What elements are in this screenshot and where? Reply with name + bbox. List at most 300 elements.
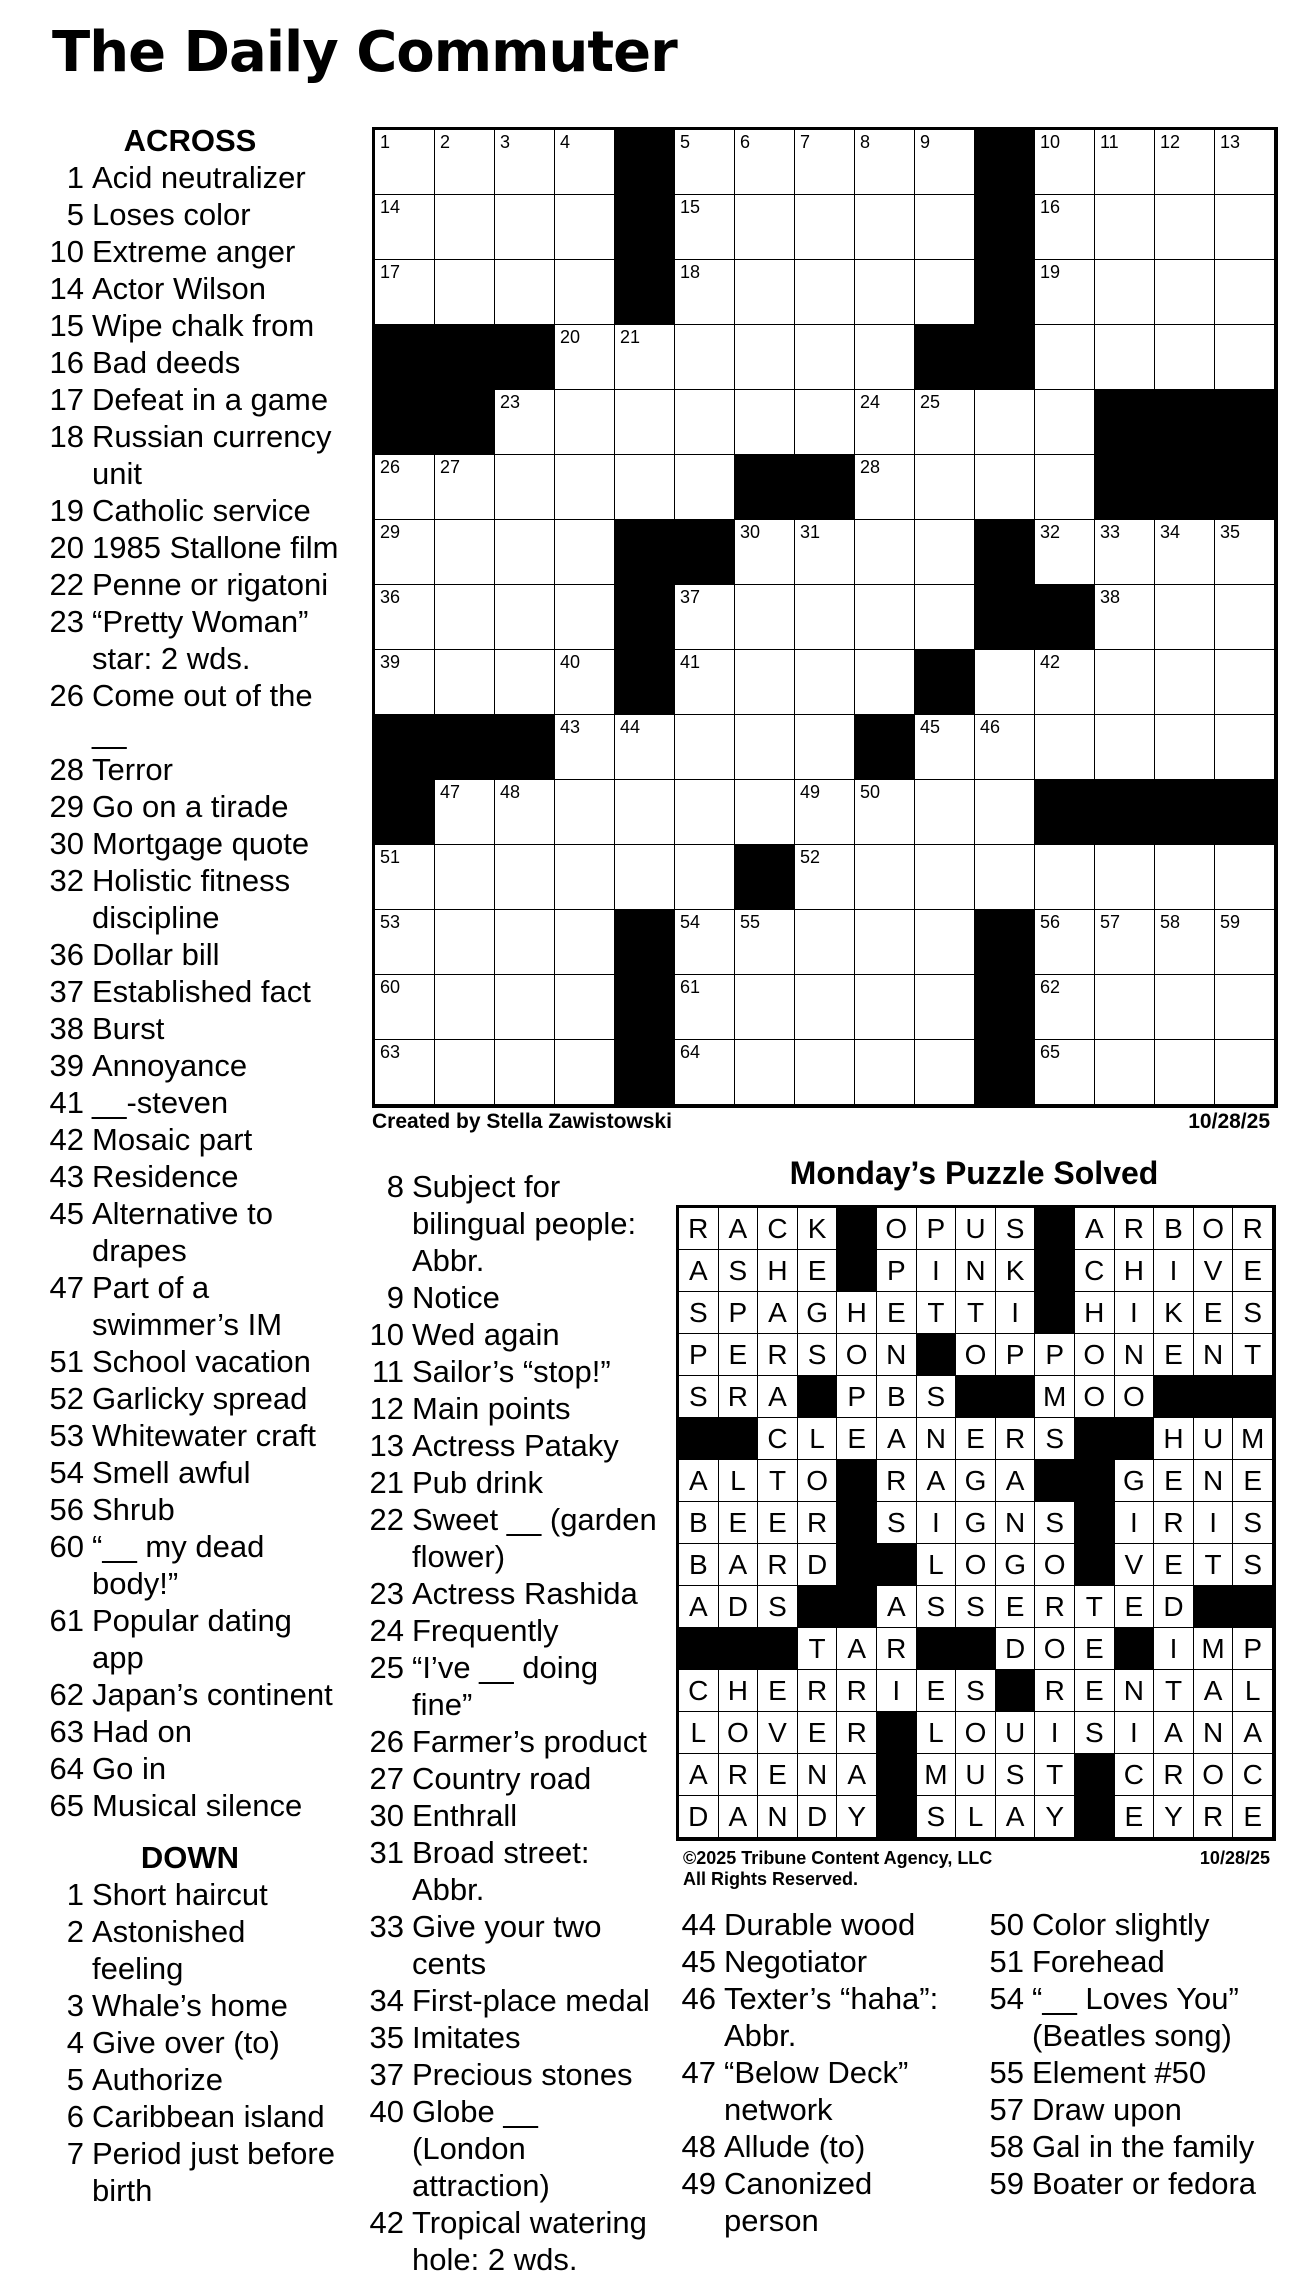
solution-cell: E [798, 1250, 838, 1292]
grid-cell[interactable] [555, 780, 615, 845]
grid-cell[interactable] [1155, 260, 1215, 325]
cell-number: 13 [1220, 132, 1241, 152]
grid-cell[interactable] [375, 650, 435, 715]
clue-down-col2-11 [360, 1353, 660, 1390]
grid-cell[interactable] [1155, 845, 1215, 910]
grid-cell[interactable] [795, 260, 855, 325]
grid-cell[interactable] [1215, 715, 1275, 780]
grid-cell[interactable] [975, 455, 1035, 520]
grid-cell[interactable] [495, 585, 555, 650]
grid-cell[interactable] [975, 650, 1035, 715]
grid-cell[interactable] [735, 975, 795, 1040]
clue-across-41 [40, 1084, 340, 1121]
grid-cell[interactable] [795, 325, 855, 390]
cell-number: 12 [1160, 132, 1181, 152]
solution-block [837, 1586, 877, 1628]
solution-cell: O [956, 1712, 996, 1754]
solution-cell: A [996, 1796, 1036, 1838]
clue-down-col3-44 [672, 1906, 962, 1943]
grid-cell[interactable] [735, 520, 795, 585]
solution-cell: A [1233, 1712, 1273, 1754]
grid-cell[interactable] [615, 780, 675, 845]
grid-cell[interactable] [555, 260, 615, 325]
grid-cell[interactable] [855, 390, 915, 455]
clue-number: 43 [49, 1159, 84, 1194]
grid-cell[interactable] [915, 455, 975, 520]
grid-cell[interactable] [735, 260, 795, 325]
grid-cell[interactable] [1215, 195, 1275, 260]
grid-cell[interactable] [735, 585, 795, 650]
grid-cell[interactable] [555, 715, 615, 780]
solution-block [877, 1754, 917, 1796]
grid-block [975, 1040, 1035, 1105]
solution-cell: N [758, 1796, 798, 1838]
grid-cell[interactable] [915, 1040, 975, 1105]
solution-cell: C [1075, 1250, 1115, 1292]
grid-cell[interactable] [735, 325, 795, 390]
grid-cell[interactable] [1035, 845, 1095, 910]
clue-number: 42 [369, 2205, 404, 2240]
solution-cell: N [956, 1250, 996, 1292]
grid-cell[interactable] [615, 845, 675, 910]
grid-cell[interactable] [375, 845, 435, 910]
grid-cell[interactable] [1035, 130, 1095, 195]
solution-cell: R [1035, 1586, 1075, 1628]
solution-cell: H [758, 1250, 798, 1292]
grid-cell[interactable] [675, 1040, 735, 1105]
grid-cell[interactable] [375, 585, 435, 650]
grid-cell[interactable] [915, 780, 975, 845]
grid-cell[interactable] [435, 260, 495, 325]
grid-cell[interactable] [915, 715, 975, 780]
grid-cell[interactable] [555, 650, 615, 715]
grid-cell[interactable] [375, 260, 435, 325]
grid-cell[interactable] [495, 845, 555, 910]
solution-cell: A [917, 1460, 957, 1502]
grid-cell[interactable] [375, 975, 435, 1040]
clue-text: Canonized person [724, 2166, 873, 2238]
clue-text: __-steven [92, 1085, 229, 1120]
grid-block [615, 585, 675, 650]
solution-cell: G [956, 1460, 996, 1502]
clue-number: 30 [49, 826, 84, 861]
solution-block [1035, 1250, 1075, 1292]
clue-number: 1 [66, 1877, 84, 1912]
grid-cell[interactable] [1215, 325, 1275, 390]
grid-cell[interactable] [915, 130, 975, 195]
grid-cell[interactable] [915, 195, 975, 260]
grid-cell[interactable] [975, 715, 1035, 780]
grid-cell[interactable] [855, 455, 915, 520]
grid-cell[interactable] [555, 845, 615, 910]
solution-cell: A [877, 1418, 917, 1460]
grid-cell[interactable] [375, 195, 435, 260]
grid-cell[interactable] [915, 260, 975, 325]
grid-cell[interactable] [675, 195, 735, 260]
grid-cell[interactable] [375, 520, 435, 585]
grid-cell[interactable] [735, 195, 795, 260]
across-clues [40, 122, 340, 2209]
grid-cell[interactable] [1155, 130, 1215, 195]
solution-cell: A [877, 1586, 917, 1628]
grid-cell[interactable] [1095, 260, 1155, 325]
grid-cell[interactable] [855, 845, 915, 910]
grid-block [435, 325, 495, 390]
grid-cell[interactable] [795, 130, 855, 195]
solution-block [996, 1670, 1036, 1712]
grid-cell[interactable] [375, 1040, 435, 1105]
solution-cell: L [956, 1796, 996, 1838]
grid-cell[interactable] [1155, 325, 1215, 390]
grid-cell[interactable] [615, 715, 675, 780]
solution-cell: R [719, 1754, 759, 1796]
grid-cell[interactable] [675, 260, 735, 325]
clue-text: Sweet __ (garden flower) [412, 1502, 657, 1574]
grid-cell[interactable] [795, 520, 855, 585]
solution-block [1233, 1376, 1273, 1418]
clue-down-col2-30 [360, 1797, 660, 1834]
clue-text: Burst [92, 1011, 165, 1046]
grid-cell[interactable] [1155, 910, 1215, 975]
grid-cell[interactable] [555, 585, 615, 650]
solution-cell: A [679, 1460, 719, 1502]
grid-cell[interactable] [495, 260, 555, 325]
grid-cell[interactable] [1035, 390, 1095, 455]
solution-block [719, 1628, 759, 1670]
grid-cell[interactable] [795, 650, 855, 715]
clue-number: 57 [989, 2092, 1024, 2127]
grid-cell[interactable] [795, 975, 855, 1040]
grid-cell[interactable] [1095, 845, 1155, 910]
grid-cell[interactable] [555, 520, 615, 585]
clue-text: Actress Rashida [412, 1576, 638, 1611]
solution-cell: L [917, 1712, 957, 1754]
solution-cell: Y [1154, 1796, 1194, 1838]
clue-text: Color slightly [1032, 1907, 1210, 1942]
grid-cell[interactable] [1215, 585, 1275, 650]
clue-down-col1-5 [40, 2061, 340, 2098]
grid-cell[interactable] [435, 130, 495, 195]
grid-block [615, 975, 675, 1040]
grid-cell[interactable] [1095, 325, 1155, 390]
cell-number: 52 [800, 847, 821, 867]
grid-cell[interactable] [1095, 520, 1155, 585]
clue-down-col2-25 [360, 1649, 660, 1723]
grid-cell[interactable] [915, 975, 975, 1040]
grid-cell[interactable] [795, 195, 855, 260]
grid-cell[interactable] [1095, 585, 1155, 650]
grid-block [495, 715, 555, 780]
grid-cell[interactable] [915, 520, 975, 585]
grid-cell[interactable] [1035, 455, 1095, 520]
solution-cell: L [917, 1544, 957, 1586]
grid-cell[interactable] [855, 130, 915, 195]
clue-text: “Pretty Woman” star: 2 wds. [92, 604, 309, 676]
grid-cell[interactable] [675, 910, 735, 975]
grid-cell[interactable] [1095, 1040, 1155, 1105]
grid-cell[interactable] [1035, 1040, 1095, 1105]
grid-cell[interactable] [555, 455, 615, 520]
across-clue-list [40, 159, 340, 1824]
solution-block [1035, 1460, 1075, 1502]
clue-across-47 [40, 1269, 340, 1343]
grid-cell[interactable] [1155, 520, 1215, 585]
grid-cell[interactable] [615, 390, 675, 455]
grid-cell[interactable] [1215, 260, 1275, 325]
grid-cell[interactable] [495, 130, 555, 195]
grid-cell[interactable] [555, 390, 615, 455]
clue-text: Extreme anger [92, 234, 296, 269]
grid-cell[interactable] [495, 650, 555, 715]
cell-number: 38 [1100, 587, 1121, 607]
grid-cell[interactable] [675, 975, 735, 1040]
grid-cell[interactable] [915, 390, 975, 455]
grid-cell[interactable] [1095, 715, 1155, 780]
grid-cell[interactable] [735, 1040, 795, 1105]
grid-cell[interactable] [975, 845, 1035, 910]
grid-cell[interactable] [1215, 130, 1275, 195]
grid-cell[interactable] [795, 910, 855, 975]
solution-cell: Y [837, 1796, 877, 1838]
grid-cell[interactable] [855, 585, 915, 650]
solution-block [877, 1712, 917, 1754]
clue-text: Period just before birth [92, 2136, 335, 2208]
solution-block [917, 1628, 957, 1670]
grid-cell[interactable] [555, 975, 615, 1040]
grid-cell[interactable] [1155, 975, 1215, 1040]
solution-cell: G [1115, 1460, 1155, 1502]
solution-cell: P [719, 1292, 759, 1334]
clue-across-22 [40, 566, 340, 603]
cell-number: 15 [680, 197, 701, 217]
solution-cell: S [917, 1376, 957, 1418]
grid-cell[interactable] [1215, 650, 1275, 715]
solution-cell: E [956, 1418, 996, 1460]
grid-cell[interactable] [1095, 975, 1155, 1040]
grid-cell[interactable] [1095, 910, 1155, 975]
solution-cell: E [719, 1334, 759, 1376]
grid-cell[interactable] [795, 585, 855, 650]
grid-cell[interactable] [1035, 325, 1095, 390]
grid-cell[interactable] [1035, 910, 1095, 975]
grid-cell[interactable] [675, 325, 735, 390]
solution-cell: I [1194, 1502, 1234, 1544]
clue-down-col4-50 [980, 1906, 1280, 1943]
grid-cell[interactable] [915, 910, 975, 975]
clue-text: Terror [92, 752, 173, 787]
clue-number: 25 [369, 1650, 404, 1685]
grid-cell[interactable] [855, 520, 915, 585]
grid-cell[interactable] [435, 780, 495, 845]
cell-number: 16 [1040, 197, 1061, 217]
clue-number: 54 [989, 1981, 1024, 2016]
grid-cell[interactable] [435, 195, 495, 260]
grid-cell[interactable] [495, 195, 555, 260]
grid-cell[interactable] [795, 845, 855, 910]
grid-cell[interactable] [1095, 650, 1155, 715]
grid-cell[interactable] [1155, 1040, 1215, 1105]
grid-cell[interactable] [555, 910, 615, 975]
clue-text: Acid neutralizer [92, 160, 306, 195]
clue-text: Main points [412, 1391, 571, 1426]
cell-number: 37 [680, 587, 701, 607]
clue-number: 44 [681, 1907, 716, 1942]
clue-down-col2-31 [360, 1834, 660, 1908]
cell-number: 33 [1100, 522, 1121, 542]
grid-cell[interactable] [495, 975, 555, 1040]
grid-cell[interactable] [1035, 195, 1095, 260]
grid-cell[interactable] [1035, 260, 1095, 325]
grid-cell[interactable] [555, 130, 615, 195]
grid-cell[interactable] [495, 520, 555, 585]
grid-cell[interactable] [915, 845, 975, 910]
grid-cell[interactable] [375, 130, 435, 195]
created-by: Created by Stella Zawistowski [372, 1110, 672, 1133]
grid-cell[interactable] [435, 455, 495, 520]
grid-cell[interactable] [1155, 650, 1215, 715]
grid-cell[interactable] [975, 390, 1035, 455]
grid-cell[interactable] [1035, 715, 1095, 780]
grid-block [915, 325, 975, 390]
grid-cell[interactable] [675, 845, 735, 910]
grid-block [1155, 780, 1215, 845]
cell-number: 63 [380, 1042, 401, 1062]
grid-cell[interactable] [1095, 195, 1155, 260]
clue-number: 42 [49, 1122, 84, 1157]
grid-cell[interactable] [675, 715, 735, 780]
grid-cell[interactable] [675, 650, 735, 715]
solution-block [956, 1628, 996, 1670]
cell-number: 30 [740, 522, 761, 542]
grid-cell[interactable] [735, 390, 795, 455]
clue-number: 31 [369, 1835, 404, 1870]
grid-cell[interactable] [855, 650, 915, 715]
grid-block [1095, 390, 1155, 455]
grid-cell[interactable] [1155, 715, 1215, 780]
grid-cell[interactable] [435, 910, 495, 975]
grid-cell[interactable] [855, 780, 915, 845]
grid-cell[interactable] [495, 1040, 555, 1105]
grid-cell[interactable] [735, 910, 795, 975]
grid-cell[interactable] [555, 325, 615, 390]
cell-number: 57 [1100, 912, 1121, 932]
clue-across-43 [40, 1158, 340, 1195]
grid-cell[interactable] [675, 780, 735, 845]
grid-cell[interactable] [675, 130, 735, 195]
grid-cell[interactable] [855, 910, 915, 975]
solution-cell: M [917, 1754, 957, 1796]
clue-text: Draw upon [1032, 2092, 1182, 2127]
grid-cell[interactable] [495, 780, 555, 845]
grid-block [375, 715, 435, 780]
clue-text: Precious stones [412, 2057, 633, 2092]
grid-cell[interactable] [1215, 910, 1275, 975]
grid-cell[interactable] [855, 975, 915, 1040]
grid-cell[interactable] [1035, 520, 1095, 585]
solution-block [837, 1250, 877, 1292]
grid-cell[interactable] [795, 715, 855, 780]
clue-number: 3 [66, 1988, 84, 2023]
grid-cell[interactable] [495, 910, 555, 975]
grid-cell[interactable] [855, 325, 915, 390]
grid-cell[interactable] [855, 1040, 915, 1105]
grid-cell[interactable] [975, 780, 1035, 845]
grid-cell[interactable] [855, 260, 915, 325]
grid-cell[interactable] [615, 455, 675, 520]
grid-cell[interactable] [735, 780, 795, 845]
grid-cell[interactable] [375, 455, 435, 520]
clue-text: Smell awful [92, 1455, 251, 1490]
clue-text: Notice [412, 1280, 500, 1315]
cell-number: 58 [1160, 912, 1181, 932]
grid-cell[interactable] [1215, 520, 1275, 585]
grid-cell[interactable] [735, 715, 795, 780]
grid-cell[interactable] [675, 455, 735, 520]
grid-cell[interactable] [555, 1040, 615, 1105]
grid-cell[interactable] [795, 780, 855, 845]
clue-text: Residence [92, 1159, 239, 1194]
grid-cell[interactable] [495, 455, 555, 520]
clue-number: 29 [49, 789, 84, 824]
grid-cell[interactable] [1155, 195, 1215, 260]
grid-cell[interactable] [435, 650, 495, 715]
grid-block [975, 975, 1035, 1040]
clue-down-col2-24 [360, 1612, 660, 1649]
solution-cell: H [719, 1670, 759, 1712]
grid-cell[interactable] [435, 1040, 495, 1105]
solution-cell: I [1115, 1712, 1155, 1754]
solution-cell: S [1075, 1712, 1115, 1754]
grid-block [435, 390, 495, 455]
grid-cell[interactable] [555, 195, 615, 260]
grid-cell[interactable] [1155, 585, 1215, 650]
grid-cell[interactable] [1035, 650, 1095, 715]
cell-number: 56 [1040, 912, 1061, 932]
grid-cell[interactable] [435, 585, 495, 650]
grid-block [375, 325, 435, 390]
puzzle-date: 10/28/25 [1188, 1110, 1270, 1133]
cell-number: 45 [920, 717, 941, 737]
grid-cell[interactable] [375, 910, 435, 975]
grid-cell[interactable] [735, 650, 795, 715]
solution-cell: E [719, 1502, 759, 1544]
grid-cell[interactable] [735, 130, 795, 195]
grid-cell[interactable] [1215, 845, 1275, 910]
grid-cell[interactable] [675, 585, 735, 650]
grid-cell[interactable] [495, 390, 555, 455]
grid-cell[interactable] [1215, 975, 1275, 1040]
solution-cell: R [1233, 1208, 1273, 1250]
clue-across-56 [40, 1491, 340, 1528]
grid-cell[interactable] [855, 195, 915, 260]
grid-block [1155, 455, 1215, 520]
grid-cell[interactable] [915, 585, 975, 650]
grid-cell[interactable] [435, 845, 495, 910]
grid-cell[interactable] [795, 1040, 855, 1105]
grid-cell[interactable] [615, 325, 675, 390]
grid-cell[interactable] [1095, 130, 1155, 195]
grid-cell[interactable] [795, 390, 855, 455]
solution-cell: A [679, 1754, 719, 1796]
grid-cell[interactable] [435, 520, 495, 585]
clue-number: 62 [49, 1677, 84, 1712]
grid-cell[interactable] [435, 975, 495, 1040]
clue-text: Sailor’s “stop!” [412, 1354, 611, 1389]
solution-cell: U [996, 1712, 1036, 1754]
grid-cell[interactable] [675, 390, 735, 455]
grid-cell[interactable] [1215, 1040, 1275, 1105]
grid-cell[interactable] [1035, 975, 1095, 1040]
